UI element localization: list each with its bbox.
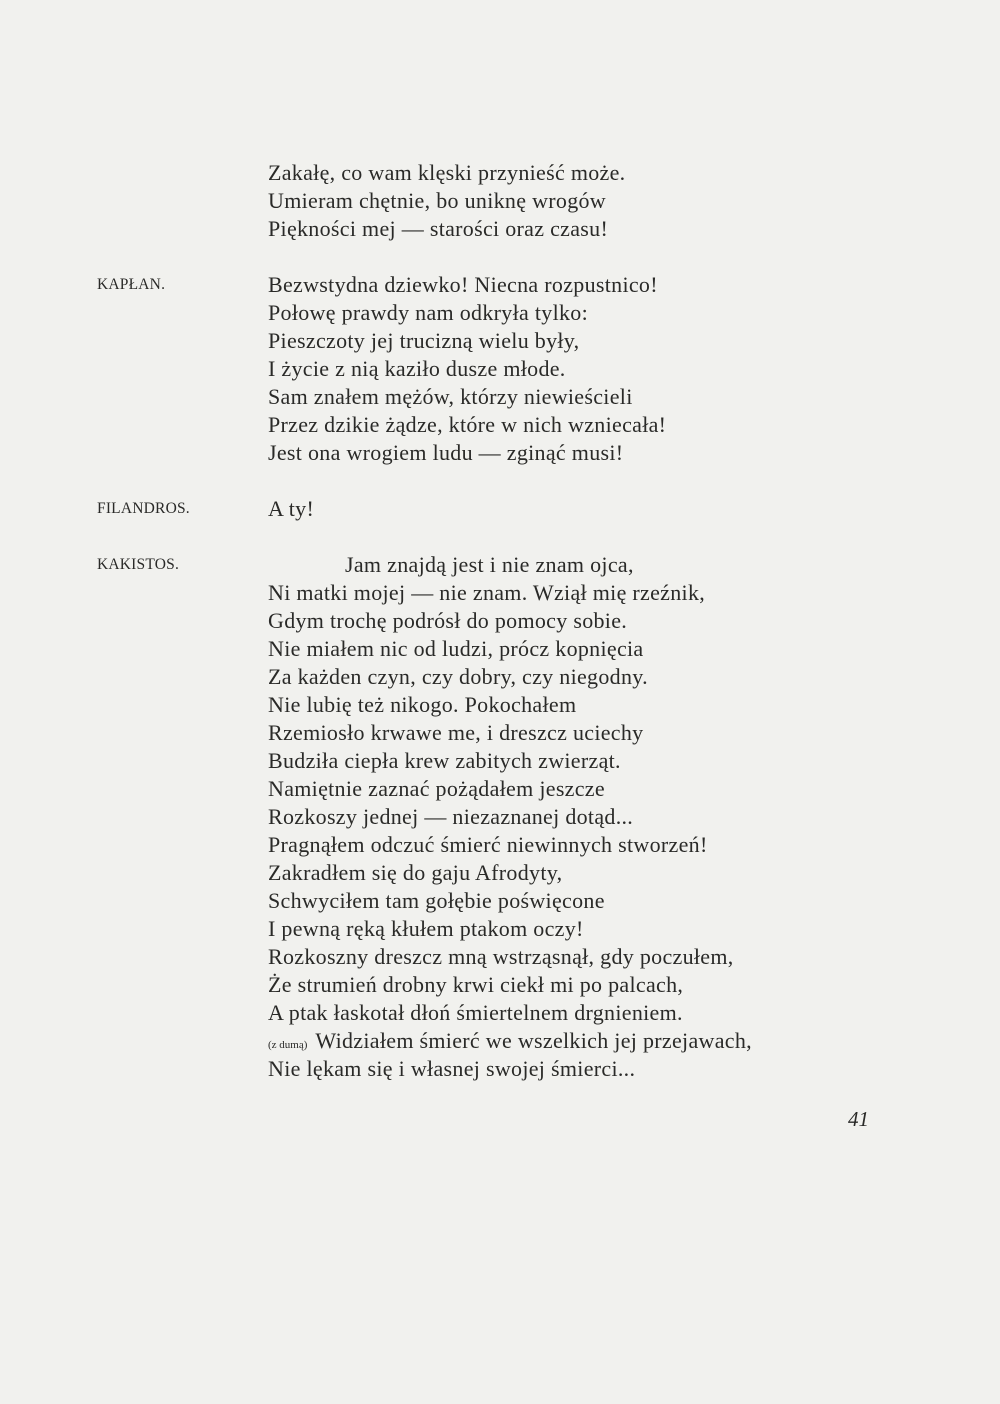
verse-line: Za każden czyn, czy dobry, czy niegodny.: [268, 664, 648, 689]
verse-line: I pewną ręką kłułem ptakom oczy!: [268, 916, 584, 941]
verse-line: Zakradłem się do gaju Afrodyty,: [268, 860, 563, 885]
verse-line: Nie miałem nic od ludzi, prócz kopnięcia: [268, 636, 644, 661]
speaker-kaplan: KAPŁAN.: [97, 276, 166, 293]
verse-line: Ni matki mojej — nie znam. Wziął mię rzeźnik,: [268, 580, 706, 605]
verse-line: Jam znajdą jest i nie znam ojca,: [345, 552, 634, 577]
verse-line: Namiętnie zaznać pożądałem jeszcze: [268, 776, 605, 801]
verse-line: Bezwstydna dziewko! Niecna rozpustnico!: [268, 272, 658, 297]
verse-line: I życie z nią kaziło dusze młode.: [268, 356, 566, 381]
verse-line: Budziła ciepła krew zabitych zwierząt.: [268, 748, 621, 773]
verse-line: Rozkoszny dreszcz mną wstrząsnął, gdy poczułem,: [268, 944, 734, 969]
verse-line: Zakałę, co wam klęski przynieść może.: [268, 160, 626, 185]
verse-line: Schwyciłem tam gołębie poświęcone: [268, 888, 605, 913]
verse-line: Nie lękam się i własnej swojej śmierci...: [268, 1056, 636, 1081]
verse-line: Nie lubię też nikogo. Pokochałem: [268, 692, 577, 717]
verse-line: Przez dzikie żądze, które w nich wzniecała!: [268, 412, 667, 437]
stage-direction: (z dumą): [268, 1039, 308, 1051]
verse-line: Piękności mej — starości oraz czasu!: [268, 216, 609, 241]
speaker-filandros: FILANDROS.: [97, 500, 190, 517]
verse-line: Umieram chętnie, bo uniknę wrogów: [268, 188, 606, 213]
verse-line: Sam znałem mężów, którzy niewieścieli: [268, 384, 633, 409]
verse-line: Pragnąłem odczuć śmierć niewinnych stworzeń!: [268, 832, 708, 857]
verse-line: Rozkoszy jednej — niezaznanej dotąd...: [268, 804, 634, 829]
verse-line: Jest ona wrogiem ludu — zginąć musi!: [268, 440, 624, 465]
verse-line: Pieszczoty jej trucizną wielu były,: [268, 328, 580, 353]
verse-line: A ty!: [268, 496, 315, 521]
page-number: 41: [848, 1107, 869, 1131]
verse-line: Gdym trochę podrósł do pomocy sobie.: [268, 608, 628, 633]
speaker-kakistos: KAKISTOS.: [97, 556, 180, 573]
verse-text: Widziałem śmierć we wszelkich jej przejawach,: [315, 1028, 752, 1053]
verse-line: Rzemiosło krwawe me, i dreszcz uciechy: [268, 720, 644, 745]
verse-line: A ptak łaskotał dłoń śmiertelnem drgnieniem.: [268, 1000, 683, 1025]
verse-line: Połowę prawdy nam odkryła tylko:: [268, 300, 588, 325]
verse-line: Że strumień drobny krwi ciekł mi po palcach,: [268, 972, 684, 997]
